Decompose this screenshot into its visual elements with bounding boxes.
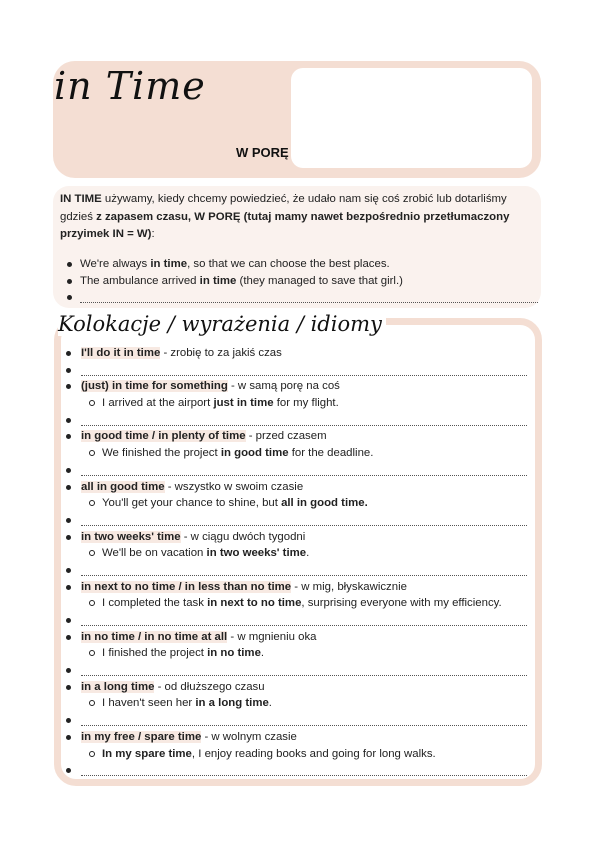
- intro-keyword: IN TIME: [60, 193, 102, 205]
- example-item: [60, 695, 530, 712]
- example-item: [60, 445, 530, 462]
- page-title: in Time: [54, 64, 206, 108]
- example-phrase: in no time: [207, 647, 261, 660]
- list-item: [60, 273, 538, 290]
- intro-emphasis: z zapasem czasu, W PORĘ (tutaj mamy nawet bezpośrednio przetłumaczony przyimek IN = W): [60, 210, 510, 240]
- list-item: [60, 428, 530, 445]
- collocation-meaning: - w mgnieniu oka: [227, 630, 317, 643]
- blank-line[interactable]: [60, 662, 530, 679]
- blank-line[interactable]: [60, 512, 530, 529]
- fill-in-line[interactable]: [81, 764, 527, 776]
- collocation-phrase: all in good time: [81, 480, 165, 493]
- fill-in-line[interactable]: [81, 564, 527, 576]
- example-text: .: [306, 547, 310, 560]
- example-text: .: [268, 697, 272, 710]
- example-phrase: in time: [150, 258, 188, 270]
- collocation-meaning: - w ciągu dwóch tygodni: [180, 530, 306, 543]
- example-text: .: [260, 647, 265, 660]
- collocation-phrase: I'll do it in time: [81, 347, 161, 359]
- blank-line[interactable]: [60, 362, 530, 379]
- collocation-meaning: - wszystko w swoim czasie: [164, 480, 304, 493]
- list-item: [60, 579, 530, 596]
- example-text: You'll get your chance to shine, but: [102, 497, 282, 510]
- example-text: , surprising everyone with my efficiency.: [301, 597, 502, 610]
- example-phrase: In my spare time: [102, 747, 192, 760]
- blank-line[interactable]: [60, 412, 530, 429]
- example-text: (they managed to save that girl.): [236, 274, 403, 287]
- example-text: We finished the project: [102, 447, 221, 460]
- example-item: [60, 395, 530, 412]
- example-text: The ambulance arrived: [80, 274, 200, 287]
- list-item: [60, 729, 530, 746]
- blank-line[interactable]: [60, 762, 530, 779]
- blank-line[interactable]: [60, 562, 530, 579]
- intro-text-1: używamy, kiedy chcemy powiedzieć, że udało nam się coś zrobić lub dotarliśmy gdzieś: [60, 193, 507, 223]
- fill-in-line[interactable]: [81, 514, 527, 526]
- collocation-meaning: - w wolnym czasie: [201, 730, 297, 743]
- collocation-meaning: - od dłuższego czasu: [154, 680, 265, 693]
- blank-line[interactable]: [60, 289, 538, 306]
- blank-line[interactable]: [60, 612, 530, 629]
- fill-in-line[interactable]: [81, 364, 527, 376]
- page-translation: W PORĘ: [236, 145, 289, 160]
- intro-paragraph: [60, 191, 538, 244]
- fill-in-line[interactable]: [81, 414, 527, 426]
- example-phrase: in good time: [220, 447, 289, 460]
- intro-examples: [60, 256, 538, 306]
- example-phrase: in next to no time: [207, 597, 302, 610]
- example-text: I finished the project: [102, 647, 208, 660]
- list-item: [60, 529, 530, 546]
- title-card-blank-box: [291, 68, 532, 168]
- collocation-meaning: - w samą porę na coś: [227, 380, 340, 393]
- example-text: I completed the task: [102, 597, 208, 610]
- fill-in-line[interactable]: [81, 614, 527, 626]
- collocation-phrase: in good time / in plenty of time: [81, 430, 246, 443]
- list-item: [60, 479, 530, 496]
- collocations-list: [60, 345, 530, 779]
- collocation-meaning: - zrobię to za jakiś czas: [160, 347, 282, 359]
- fill-in-line[interactable]: [81, 714, 527, 726]
- list-item: [60, 679, 530, 696]
- example-phrase: in two weeks' time: [206, 547, 307, 560]
- example-item: [60, 645, 530, 662]
- collocation-phrase: in my free / spare time: [81, 730, 202, 743]
- section-title: Kolokacje / wyrażenia / idiomy: [58, 312, 386, 336]
- example-phrase: in time: [199, 274, 237, 287]
- example-item: [60, 495, 530, 512]
- example-text: for the deadline.: [288, 447, 374, 460]
- collocation-phrase: in two weeks' time: [81, 530, 181, 543]
- example-phrase: just in time: [213, 397, 274, 410]
- collocation-phrase: (just) in time for something: [81, 380, 228, 393]
- list-item: [60, 256, 538, 273]
- example-text: I haven't seen her: [102, 697, 196, 710]
- collocation-meaning: - przed czasem: [245, 430, 327, 443]
- example-text: I arrived at the airport: [102, 397, 214, 410]
- list-item: [60, 345, 530, 362]
- example-item: [60, 746, 530, 763]
- collocation-meaning: - w mig, błyskawicznie: [291, 580, 407, 593]
- fill-in-line[interactable]: [81, 664, 527, 676]
- example-item: [60, 595, 530, 612]
- intro-text-2: :: [151, 228, 155, 240]
- list-item: [60, 378, 530, 395]
- fill-in-line[interactable]: [81, 464, 527, 476]
- example-text: for my flight.: [273, 397, 339, 410]
- blank-line[interactable]: [60, 462, 530, 479]
- example-item: [60, 545, 530, 562]
- list-item: [60, 629, 530, 646]
- example-text: , I enjoy reading books and going for long walks.: [191, 747, 436, 760]
- collocation-phrase: in next to no time / in less than no time: [81, 580, 292, 593]
- example-phrase: all in good time.: [281, 497, 368, 510]
- blank-line[interactable]: [60, 712, 530, 729]
- example-text: We'll be on vacation: [102, 547, 207, 560]
- example-phrase: in a long time: [195, 697, 269, 710]
- collocation-phrase: in no time / in no time at all: [81, 630, 228, 643]
- example-text: , so that we can choose the best places.: [187, 258, 390, 270]
- example-text: We're always: [80, 258, 151, 270]
- collocation-phrase: in a long time: [81, 680, 155, 693]
- fill-in-line[interactable]: [80, 291, 538, 303]
